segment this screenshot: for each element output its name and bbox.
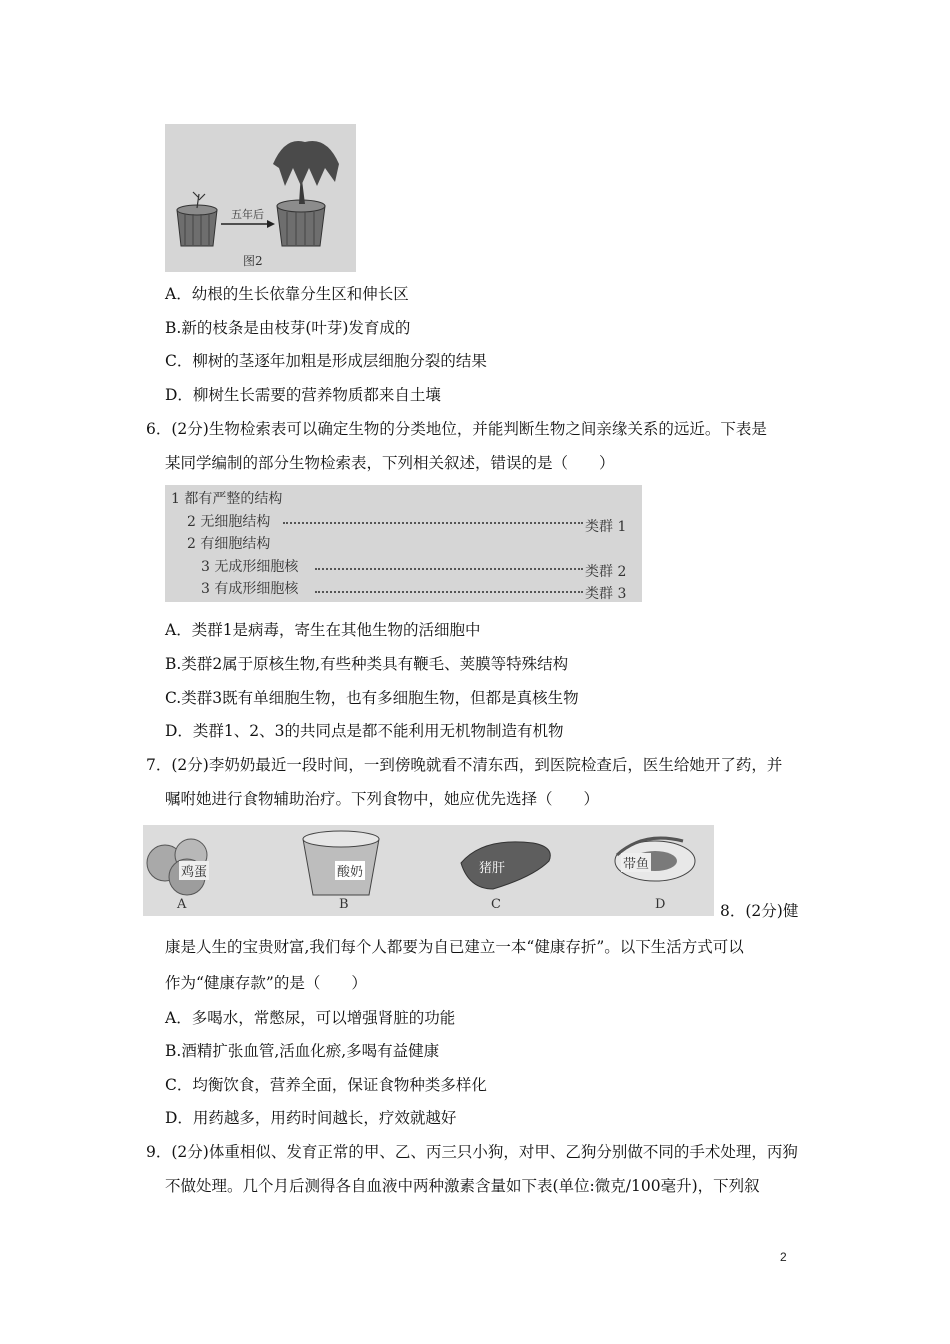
q8-stem-line2: 作为“健康存款”的是（ ）	[165, 974, 367, 992]
willow-figure	[165, 124, 356, 272]
q6-option-a: A．类群1是病毒，寄生在其他生物的活细胞中	[165, 621, 481, 639]
q5-option-b: B.新的枝条是由枝芽(叶芽)发育成的	[165, 319, 411, 337]
q9-stem-line1: 9．(2分)体重相似、发育正常的甲、乙、丙三只小狗，对甲、乙狗分别做不同的手术处理，丙狗	[146, 1143, 798, 1161]
q8-option-b: B.酒精扩张血管,活血化瘀,多喝有益健康	[165, 1042, 440, 1060]
classification-key	[165, 485, 642, 602]
q5-option-d: D．柳树生长需要的营养物质都来自土壤	[165, 386, 441, 404]
q8-option-c: C．均衡饮食，营养全面，保证食物种类多样化	[165, 1076, 487, 1094]
key-row-1: 1 都有严整的结构	[171, 491, 283, 507]
q8-option-d: D．用药越多，用药时间越长，疗效就越好	[165, 1109, 457, 1127]
food-label-c: 猪肝	[479, 861, 506, 876]
q7-stem-line2: 嘱咐她进行食物辅助治疗。下列食物中，她应优先选择（ ）	[165, 790, 600, 808]
willow-illustration	[165, 124, 356, 272]
key-row-3: 2 有细胞结构	[187, 536, 271, 552]
key-row-4: 3 无成形细胞核	[201, 559, 299, 575]
food-letter-c: C	[491, 897, 501, 912]
key-row-5: 3 有成形细胞核	[201, 581, 299, 597]
key-group-2: 类群 2	[585, 564, 627, 580]
q6-stem-line2: 某同学编制的部分生物检索表，下列相关叙述，错误的是（ ）	[165, 454, 615, 472]
q6-option-d: D．类群1、2、3的共同点是都不能利用无机物制造有机物	[165, 722, 564, 740]
q5-option-a: A．幼根的生长依靠分生区和伸长区	[165, 285, 409, 303]
q8-option-a: A．多喝水，常憋尿，可以增强肾脏的功能	[165, 1009, 456, 1027]
q8-stem-line1: 康是人生的宝贵财富,我们每个人都要为自已建立一本“健康存折”。以下生活方式可以	[165, 938, 744, 956]
food-options-figure	[143, 825, 714, 916]
key-dots	[315, 591, 583, 593]
food-letter-a: A	[177, 897, 187, 912]
arrow-label: 五年后	[231, 208, 264, 221]
key-group-3: 类群 3	[585, 586, 627, 602]
key-dots	[315, 568, 583, 570]
q6-stem-line1: 6．(2分)生物检索表可以确定生物的分类地位，并能判断生物之间亲缘关系的远近。下表是	[146, 420, 767, 438]
page-number: 2	[780, 1250, 787, 1264]
food-letter-b: B	[339, 897, 349, 912]
q9-stem-line2: 不做处理。几个月后测得各自血液中两种激素含量如下表(单位:微克/100毫升)，下列叙	[165, 1177, 760, 1195]
q6-option-b: B.类群2属于原核生物,有些种类具有鞭毛、荚膜等特殊结构	[165, 655, 569, 673]
key-group-1: 类群 1	[585, 519, 627, 535]
q6-option-c: C.类群3既有单细胞生物，也有多细胞生物，但都是真核生物	[165, 689, 579, 707]
q5-option-c: C．柳树的茎逐年加粗是形成层细胞分裂的结果	[165, 352, 487, 370]
food-label-d: 带鱼	[621, 853, 651, 872]
food-letter-d: D	[655, 897, 666, 912]
food-label-b: 酸奶	[335, 861, 365, 880]
key-row-2: 2 无细胞结构	[187, 514, 271, 530]
key-dots	[283, 522, 583, 524]
figure-caption: 图2	[243, 254, 263, 268]
q8-stem-line0: 8．(2分)健	[720, 902, 799, 920]
q7-stem-line1: 7．(2分)李奶奶最近一段时间，一到傍晚就看不清东西，到医院检查后，医生给她开了药，并	[146, 756, 783, 774]
food-label-a: 鸡蛋	[179, 861, 209, 880]
